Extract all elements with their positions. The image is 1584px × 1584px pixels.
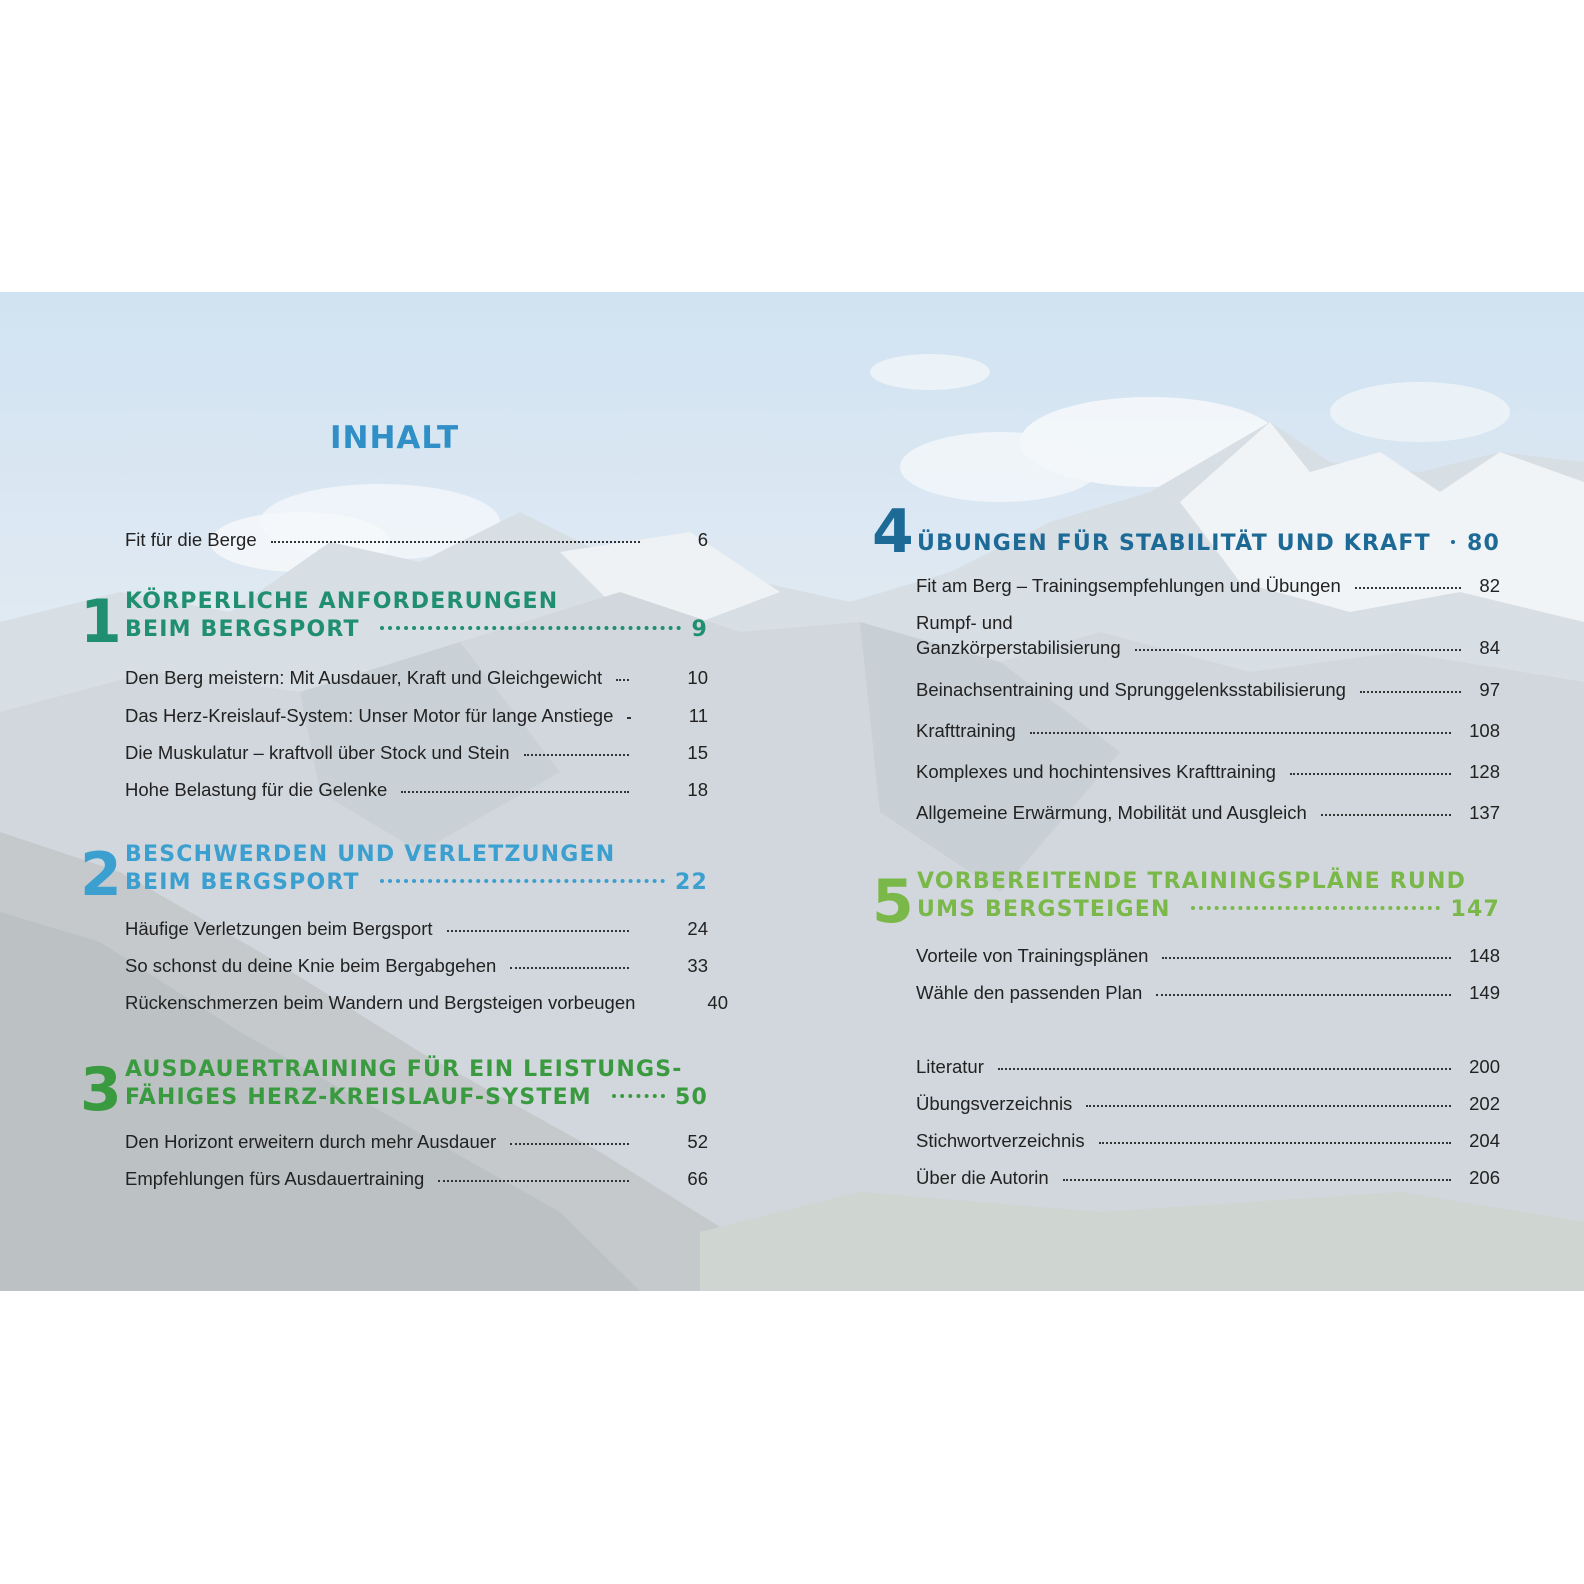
dot-leader xyxy=(1135,649,1462,651)
toc-entry-label: Häufige Verletzungen beim Bergsport xyxy=(125,918,433,939)
toc-entry-label: Stichwortverzeichnis xyxy=(916,1130,1085,1151)
chapter-title-line2: BEIM BERGSPORT xyxy=(125,870,360,895)
chapter-title-line1: VORBEREITENDE TRAININGSPLÄNE RUND xyxy=(917,869,1467,894)
toc-entry-label: Das Herz-Kreislauf-System: Unser Motor für lange Anstiege xyxy=(125,705,614,726)
mountain-background xyxy=(0,292,1584,1291)
toc-entry[interactable] xyxy=(125,705,708,727)
toc-entry-page: 108 xyxy=(1469,720,1500,741)
toc-entry[interactable] xyxy=(125,742,708,764)
toc-entry-page: 15 xyxy=(687,742,708,763)
toc-entry-label: Beinachsentraining und Sprunggelenksstabilisierung xyxy=(916,679,1346,700)
toc-entry-appendix[interactable] xyxy=(916,1093,1500,1115)
dot-leader xyxy=(380,626,682,630)
toc-entry[interactable] xyxy=(125,1168,708,1190)
toc-entry-page: 52 xyxy=(687,1131,708,1152)
toc-entry-appendix[interactable] xyxy=(916,1056,1500,1078)
dot-leader xyxy=(1360,691,1462,693)
toc-entry-page: 11 xyxy=(688,705,708,726)
toc-entry-label: Krafttraining xyxy=(916,720,1016,741)
toc-entry-appendix[interactable] xyxy=(916,1167,1500,1189)
toc-entry[interactable] xyxy=(125,667,708,689)
toc-entry-page: 137 xyxy=(1469,802,1500,823)
chapter-page: 9 xyxy=(691,617,708,642)
toc-entry-label: Den Berg meistern: Mit Ausdauer, Kraft und Gleichgewicht xyxy=(125,667,603,688)
chapter-title-line2: FÄHIGES HERZ-KREISLAUF-SYSTEM xyxy=(125,1085,592,1110)
toc-entry[interactable] xyxy=(916,575,1500,597)
toc-entry-label: Empfehlungen fürs Ausdauertraining xyxy=(125,1168,425,1189)
dot-leader xyxy=(524,754,630,756)
toc-entry-label: Ganzkörperstabilisierung xyxy=(916,637,1121,658)
dot-leader xyxy=(1321,814,1451,816)
toc-entry-label: Vorteile von Trainingsplänen xyxy=(916,945,1149,966)
toc-entry[interactable] xyxy=(916,679,1500,701)
dot-leader xyxy=(1086,1105,1451,1107)
toc-entry-page: 82 xyxy=(1479,575,1500,596)
chapter-number: 4 xyxy=(872,497,914,567)
chapter-number: 5 xyxy=(872,867,914,937)
dot-leader xyxy=(998,1068,1451,1070)
dot-leader xyxy=(510,967,629,969)
toc-entry[interactable] xyxy=(125,955,708,977)
toc-entry-page: 200 xyxy=(1469,1056,1500,1077)
dot-leader xyxy=(1063,1179,1451,1181)
chapter-page: 22 xyxy=(674,870,708,895)
toc-entry[interactable] xyxy=(916,802,1500,824)
toc-entry-label: Fit für die Berge xyxy=(125,529,257,550)
toc-entry[interactable] xyxy=(916,720,1500,742)
chapter-number: 1 xyxy=(80,587,122,657)
toc-entry-page: 33 xyxy=(687,955,708,976)
chapter-title-line1: AUSDAUERTRAINING FÜR EIN LEISTUNGS- xyxy=(125,1057,683,1082)
dot-leader xyxy=(401,791,629,793)
toc-entry-page: 206 xyxy=(1469,1167,1500,1188)
dot-leader xyxy=(438,1180,629,1182)
chapter-number: 2 xyxy=(80,840,122,910)
chapter-page: 50 xyxy=(674,1085,708,1110)
toc-entry-label-line1: Rumpf- und xyxy=(916,612,1013,633)
dot-leader xyxy=(1156,994,1451,996)
dot-leader xyxy=(627,717,630,719)
toc-entry-page: 66 xyxy=(687,1168,708,1189)
toc-entry-label: Die Muskulatur – kraftvoll über Stock und Stein xyxy=(125,742,510,763)
toc-entry[interactable] xyxy=(916,982,1500,1004)
dot-leader xyxy=(1451,540,1457,544)
toc-entry-page: 204 xyxy=(1469,1130,1500,1151)
dot-leader xyxy=(1162,957,1451,959)
dot-leader xyxy=(271,541,640,543)
toc-entry-label: So schonst du deine Knie beim Bergabgehen xyxy=(125,955,497,976)
toc-entry[interactable] xyxy=(125,918,708,940)
dot-leader xyxy=(1290,773,1451,775)
dot-leader xyxy=(1099,1142,1452,1144)
toc-entry-label: Rückenschmerzen beim Wandern und Bergsteigen vorbeugen xyxy=(125,992,636,1013)
chapter-page: 147 xyxy=(1450,897,1500,922)
toc-entry[interactable] xyxy=(125,992,728,1014)
dot-leader xyxy=(616,679,629,681)
toc-entry-page: 10 xyxy=(687,667,708,688)
toc-entry-page: 84 xyxy=(1479,637,1500,658)
toc-entry[interactable] xyxy=(125,779,708,801)
toc-entry[interactable] xyxy=(916,945,1500,967)
toc-entry-page: 128 xyxy=(1469,761,1500,782)
toc-entry-label: Hohe Belastung für die Gelenke xyxy=(125,779,388,800)
chapter-title-line1: ÜBUNGEN FÜR STABILITÄT UND KRAFT xyxy=(917,531,1431,556)
dot-leader xyxy=(1355,587,1462,589)
toc-entry-intro[interactable] xyxy=(125,529,708,551)
toc-entry-label: Den Horizont erweitern durch mehr Ausdauer xyxy=(125,1131,497,1152)
toc-entry-page: 149 xyxy=(1469,982,1500,1003)
toc-entry-appendix[interactable] xyxy=(916,1130,1500,1152)
toc-entry-label: Wähle den passenden Plan xyxy=(916,982,1143,1003)
dot-leader xyxy=(612,1094,665,1098)
dot-leader xyxy=(510,1143,629,1145)
chapter-title-line1: BESCHWERDEN UND VERLETZUNGEN xyxy=(125,842,616,867)
chapter-title-line2: BEIM BERGSPORT xyxy=(125,617,360,642)
toc-entry-page: 148 xyxy=(1469,945,1500,966)
toc-entry[interactable] xyxy=(916,761,1500,783)
dot-leader xyxy=(1030,732,1451,734)
toc-entry-label: Literatur xyxy=(916,1056,984,1077)
dot-leader xyxy=(380,879,665,883)
toc-entry[interactable] xyxy=(916,612,1500,659)
toc-entry-page: 97 xyxy=(1479,679,1500,700)
dot-leader xyxy=(1191,906,1441,910)
toc-entry-page: 202 xyxy=(1469,1093,1500,1114)
page-title: INHALT xyxy=(330,420,460,456)
toc-entry[interactable] xyxy=(125,1131,708,1153)
toc-entry-page: 24 xyxy=(687,918,708,939)
toc-entry-label: Allgemeine Erwärmung, Mobilität und Ausgleich xyxy=(916,802,1307,823)
dot-leader xyxy=(447,930,630,932)
toc-entry-label: Fit am Berg – Trainingsempfehlungen und Übungen xyxy=(916,575,1341,596)
chapter-title-line1: KÖRPERLICHE ANFORDERUNGEN xyxy=(125,589,559,614)
toc-entry-label: Über die Autorin xyxy=(916,1167,1049,1188)
toc-entry-label: Übungsverzeichnis xyxy=(916,1093,1073,1114)
chapter-number: 3 xyxy=(80,1055,122,1125)
toc-entry-page: 40 xyxy=(707,992,728,1013)
toc-entry-page: 18 xyxy=(687,779,708,800)
toc-entry-page: 6 xyxy=(697,529,708,550)
toc-entry-label: Komplexes und hochintensives Krafttraining xyxy=(916,761,1276,782)
chapter-page: 80 xyxy=(1466,531,1500,556)
chapter-title-line2: UMS BERGSTEIGEN xyxy=(917,897,1171,922)
